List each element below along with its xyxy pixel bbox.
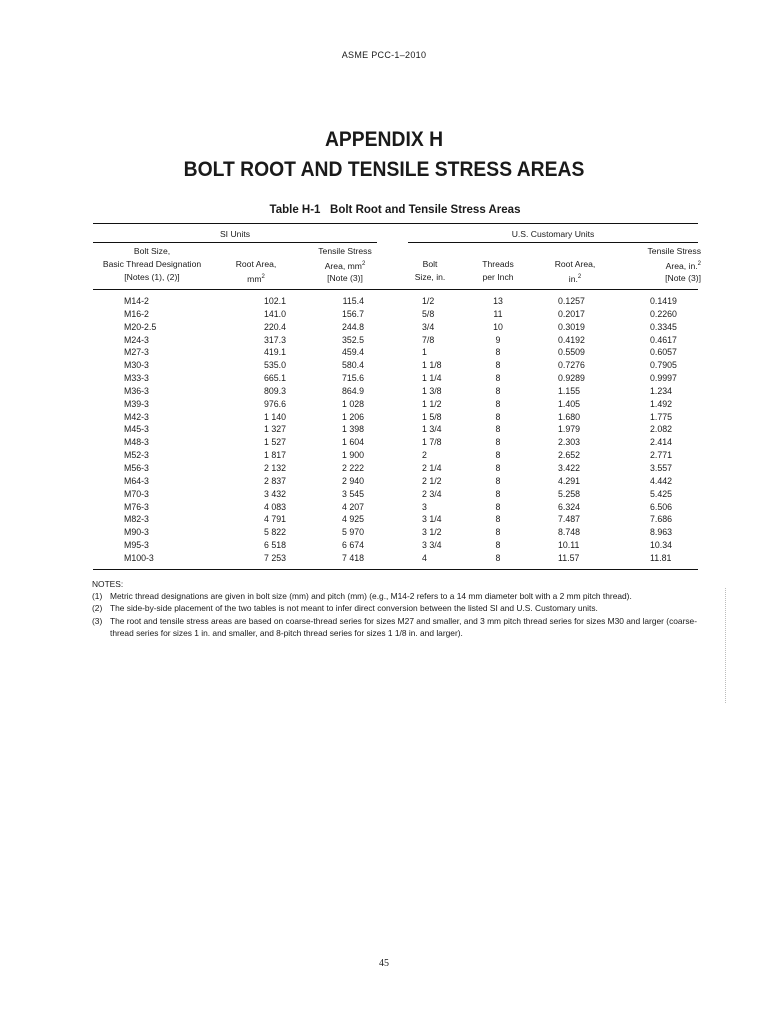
bolt-size-cell: M52-3 (124, 450, 149, 461)
col-bolt-size-line3: [Notes (1), (2)] (124, 271, 180, 282)
col-tensile-si-line1: Tensile Stress (318, 246, 372, 256)
root-area-us-cell: 7.487 (558, 514, 581, 525)
edge-marks (725, 588, 728, 703)
tensile-area-us-cell: 1.234 (650, 385, 673, 396)
tensile-area-us-cell: 0.3345 (650, 321, 677, 332)
bolt-size-in-cell: 1 3/4 (422, 424, 442, 435)
table-row (93, 295, 698, 308)
root-area-si-cell: 535.0 (263, 360, 286, 371)
tensile-area-si-cell: 864.9 (341, 385, 364, 396)
bolt-size-cell: M16-2 (124, 308, 149, 319)
col-root-area-us-line2 (545, 271, 605, 286)
table-row (93, 411, 698, 424)
bolt-size-cell: M24-3 (124, 334, 149, 345)
threads-per-inch-cell: 8 (495, 398, 501, 409)
threads-per-inch-cell: 8 (495, 527, 501, 538)
threads-per-inch-cell: 8 (495, 373, 501, 384)
group-header-row (93, 224, 698, 243)
root-area-si-cell: 665.1 (263, 373, 286, 384)
tensile-area-us-cell: 11.81 (650, 552, 672, 563)
bolt-size-in-cell: 2 1/4 (422, 462, 442, 473)
note-number: (3) (92, 615, 103, 626)
note-text: The root and tensile stress areas are based on coarse-thread series for sizes M27 and smaller, and 3 mm pitch thread series for sizes M30 and larger (coarse-thread series for sizes 1 in. and smaller, and 8-pitch thread series for sizes 1 1/8 in. and larger). (110, 615, 697, 638)
root-area-si-cell: 220.4 (263, 321, 286, 332)
col-tensile-us-line2 (621, 258, 701, 273)
bolt-size-cell: M20-2.5 (124, 321, 157, 332)
bolt-size-cell: M30-3 (124, 360, 149, 371)
bolt-size-in-cell: 4 (422, 552, 427, 563)
table-row (93, 539, 698, 552)
threads-per-inch-cell: 8 (495, 475, 501, 486)
tensile-area-us-cell: 10.34 (650, 540, 673, 551)
tensile-area-si-cell: 2 222 (341, 462, 364, 473)
bolt-size-cell: M56-3 (124, 462, 149, 473)
tensile-area-si-cell: 1 604 (341, 437, 364, 448)
note-text: Metric thread designations are given in bolt size (mm) and pitch (mm) (e.g., M14-2 refers to a 14 mm diameter bolt with a 2 mm pitch thread). (110, 591, 632, 602)
bolt-size-in-cell: 2 (422, 450, 427, 461)
note-item (92, 602, 700, 614)
threads-per-inch-cell: 8 (495, 540, 501, 551)
tensile-area-si-cell: 5 970 (341, 527, 364, 538)
root-area-si-cell: 976.6 (263, 398, 286, 409)
tensile-area-si-cell: 3 545 (341, 488, 364, 499)
root-area-us-cell: 1.155 (558, 385, 581, 396)
tensile-area-si-cell: 7 418 (341, 552, 364, 563)
sup-2: 2 (697, 260, 701, 267)
root-area-us-cell: 0.3019 (558, 321, 585, 332)
bolt-size-in-cell: 3 1/4 (422, 514, 442, 525)
bolt-size-in-cell: 1 3/8 (422, 385, 442, 396)
notes-label: NOTES: (92, 579, 124, 589)
table-row (93, 359, 698, 372)
table-row (93, 385, 698, 398)
root-area-si-cell: 809.3 (263, 385, 286, 396)
bolt-size-in-cell: 3 3/4 (422, 540, 442, 551)
tensile-area-si-cell: 1 206 (341, 411, 364, 422)
threads-per-inch-cell: 8 (495, 411, 501, 422)
root-area-us-cell: 6.324 (558, 501, 581, 512)
table-row (93, 423, 698, 436)
table-row (93, 513, 698, 526)
table-body (93, 290, 698, 569)
col-root-area-us-unit: in. (568, 273, 578, 284)
tensile-area-si-cell: 4 207 (341, 501, 364, 512)
table-row (93, 449, 698, 462)
bolt-size-cell: M76-3 (124, 501, 149, 512)
note-item (92, 590, 700, 602)
bolt-area-table (93, 223, 701, 570)
root-area-us-cell: 2.652 (558, 450, 581, 461)
bolt-size-in-cell: 5/8 (422, 308, 435, 319)
col-root-area-si-unit: mm (247, 273, 262, 284)
tensile-area-us-cell: 0.2260 (650, 308, 677, 319)
root-area-us-cell: 1.405 (558, 398, 581, 409)
col-bolt-in-line2: Size, in. (414, 271, 446, 282)
tensile-area-si-cell: 352.5 (341, 334, 364, 345)
sup-2: 2 (577, 273, 582, 280)
bolt-size-in-cell: 2 1/2 (422, 475, 442, 486)
col-root-area-us-line1: Root Area, (554, 259, 596, 269)
bolt-size-in-cell: 2 3/4 (422, 488, 442, 499)
root-area-si-cell: 2 132 (263, 462, 286, 473)
table-row (93, 334, 698, 347)
root-area-us-cell: 5.258 (558, 488, 581, 499)
root-area-us-cell: 0.2017 (558, 308, 585, 319)
col-root-area-si-line2 (221, 271, 291, 286)
root-area-si-cell: 419.1 (263, 347, 286, 358)
tensile-area-si-cell: 1 028 (341, 398, 364, 409)
col-tensile-us-line1: Tensile Stress (647, 246, 701, 256)
col-bolt-in-line1: Bolt (422, 259, 438, 269)
note-item (92, 615, 700, 639)
col-tensile-us-unit: Area, in. (665, 260, 698, 271)
root-area-si-cell: 3 432 (263, 488, 286, 499)
threads-per-inch-cell: 8 (495, 501, 501, 512)
col-bolt-size-in (405, 258, 455, 284)
bolt-size-cell: M45-3 (124, 424, 149, 435)
tensile-area-us-cell: 0.9997 (650, 373, 677, 384)
col-threads-line2: per Inch (482, 271, 514, 282)
appendix-heading: APPENDIX H (324, 128, 444, 151)
bolt-size-cell: M27-3 (124, 347, 149, 358)
bolt-size-cell: M70-3 (124, 488, 149, 499)
root-area-si-cell: 1 817 (263, 450, 286, 461)
bolt-size-cell: M64-3 (124, 475, 149, 486)
table-row (93, 501, 698, 514)
col-tensile-us (621, 245, 701, 285)
col-tensile-si (305, 245, 385, 285)
tensile-area-us-cell: 1.775 (650, 411, 673, 422)
root-area-si-cell: 7 253 (263, 552, 286, 563)
tensile-area-si-cell: 1 900 (341, 450, 364, 461)
root-area-us-cell: 2.303 (558, 437, 581, 448)
tensile-area-us-cell: 7.686 (650, 514, 673, 525)
col-bolt-size-line1: Bolt Size, (133, 246, 171, 256)
bolt-size-in-cell: 3 (422, 501, 427, 512)
tensile-area-us-cell: 1.492 (650, 398, 673, 409)
bolt-size-cell: M36-3 (124, 385, 149, 396)
root-area-si-cell: 5 822 (263, 527, 286, 538)
col-tensile-si-line2 (305, 258, 385, 273)
bolt-size-cell: M33-3 (124, 373, 149, 384)
table-caption: Table H-1 Bolt Root and Tensile Stress Areas (269, 204, 521, 216)
bolt-size-in-cell: 1 (422, 347, 427, 358)
root-area-us-cell: 0.5509 (558, 347, 585, 358)
root-area-us-cell: 10.11 (558, 540, 580, 551)
root-area-us-cell: 11.57 (558, 552, 580, 563)
bolt-size-cell: M95-3 (124, 540, 149, 551)
col-root-area-si-line1: Root Area, (235, 259, 277, 269)
tensile-area-us-cell: 8.963 (650, 527, 673, 538)
tensile-area-us-cell: 0.7905 (650, 360, 677, 371)
tensile-area-si-cell: 2 940 (341, 475, 364, 486)
note-text: The side-by-side placement of the two tables is not meant to infer direct conversion between the listed SI and U.S. Customary units. (110, 603, 598, 614)
bolt-size-in-cell: 3/4 (422, 321, 435, 332)
bolt-size-in-cell: 1/2 (422, 296, 435, 306)
root-area-si-cell: 4 791 (263, 514, 286, 525)
bolt-size-cell: M100-3 (124, 552, 154, 563)
table-row (93, 552, 698, 565)
table-row (93, 398, 698, 411)
threads-per-inch-cell: 8 (495, 360, 501, 371)
col-threads-line1: Threads (482, 259, 514, 269)
threads-per-inch-cell: 8 (495, 488, 501, 499)
bolt-size-cell: M82-3 (124, 514, 149, 525)
us-units-label: U.S. Customary Units (511, 229, 595, 239)
tensile-area-us-cell: 0.1419 (650, 296, 677, 306)
root-area-us-cell: 8.748 (558, 527, 581, 538)
root-area-si-cell: 1 140 (263, 411, 286, 422)
root-area-us-cell: 0.1257 (558, 296, 585, 306)
tensile-area-us-cell: 2.414 (650, 437, 673, 448)
bolt-size-in-cell: 1 1/8 (422, 360, 442, 371)
threads-per-inch-cell: 8 (495, 424, 501, 435)
root-area-us-cell: 3.422 (558, 462, 581, 473)
note-number: (1) (92, 591, 103, 602)
bolt-size-in-cell: 1 1/2 (422, 398, 442, 409)
col-root-area-si (221, 258, 291, 285)
root-area-us-cell: 1.680 (558, 411, 581, 422)
root-area-us-cell: 4.291 (558, 475, 581, 486)
bolt-size-in-cell: 7/8 (422, 334, 435, 345)
si-units-label: SI Units (219, 229, 251, 239)
tensile-area-si-cell: 4 925 (341, 514, 364, 525)
threads-per-inch-cell: 13 (493, 296, 503, 306)
sup-2: 2 (261, 273, 265, 280)
col-threads-per-inch (473, 258, 523, 284)
bolt-size-cell: M39-3 (124, 398, 149, 409)
root-area-si-cell: 1 327 (263, 424, 286, 435)
table-row (93, 436, 698, 449)
bolt-size-cell: M42-3 (124, 411, 149, 422)
tensile-area-us-cell: 2.771 (650, 450, 673, 461)
tensile-area-si-cell: 1 398 (341, 424, 364, 435)
tensile-area-si-cell: 156.7 (341, 308, 364, 319)
tensile-area-us-cell: 0.6057 (650, 347, 677, 358)
bolt-size-in-cell: 3 1/2 (422, 527, 442, 538)
tensile-area-si-cell: 115.4 (342, 296, 364, 306)
appendix-title (31, 125, 738, 185)
tensile-area-us-cell: 3.557 (650, 462, 673, 473)
sup-2: 2 (361, 260, 366, 267)
threads-per-inch-cell: 8 (495, 450, 501, 461)
root-area-us-cell: 1.979 (558, 424, 581, 435)
threads-per-inch-cell: 10 (493, 321, 503, 332)
tensile-area-si-cell: 459.4 (341, 347, 364, 358)
col-root-area-us (545, 258, 605, 285)
root-area-si-cell: 317.3 (263, 334, 286, 345)
page-header: ASME PCC-1–2010 (341, 50, 427, 60)
root-area-us-cell: 0.4192 (558, 334, 585, 345)
tensile-area-us-cell: 0.4617 (650, 334, 677, 345)
root-area-si-cell: 6 518 (263, 540, 286, 551)
appendix-subheading: BOLT ROOT AND TENSILE STRESS AREAS (183, 158, 585, 181)
tensile-area-si-cell: 244.8 (341, 321, 364, 332)
table-row (93, 475, 698, 488)
col-bolt-size (93, 245, 211, 283)
bolt-size-cell: M90-3 (124, 527, 149, 538)
col-tensile-si-line3: [Note (3)] (327, 273, 363, 284)
root-area-us-cell: 0.9289 (558, 373, 585, 384)
bolt-size-cell: M14-2 (124, 296, 149, 306)
table-row (93, 346, 698, 359)
col-bolt-size-line2: Basic Thread Designation (102, 258, 202, 269)
root-area-si-cell: 141.0 (263, 308, 286, 319)
threads-per-inch-cell: 9 (495, 334, 501, 345)
tensile-area-si-cell: 6 674 (341, 540, 364, 551)
table-row (93, 372, 698, 385)
tensile-area-us-cell: 5.425 (650, 488, 673, 499)
tensile-area-si-cell: 715.6 (341, 373, 364, 384)
threads-per-inch-cell: 8 (495, 437, 501, 448)
root-area-si-cell: 4 083 (263, 501, 286, 512)
tensile-area-us-cell: 6.506 (650, 501, 673, 512)
table-row (93, 526, 698, 539)
root-area-us-cell: 0.7276 (558, 360, 585, 371)
column-header-row (93, 243, 701, 290)
threads-per-inch-cell: 11 (493, 308, 503, 319)
bolt-size-cell: M48-3 (124, 437, 149, 448)
page-number: 45 (379, 958, 389, 969)
threads-per-inch-cell: 8 (495, 552, 501, 563)
bolt-size-in-cell: 1 5/8 (422, 411, 442, 422)
bolt-size-in-cell: 1 7/8 (422, 437, 442, 448)
threads-per-inch-cell: 8 (495, 385, 501, 396)
tensile-area-si-cell: 580.4 (341, 360, 364, 371)
root-area-si-cell: 102.1 (263, 296, 286, 306)
table-row (93, 321, 698, 334)
col-tensile-si-unit: Area, mm (324, 260, 362, 271)
table-row (93, 462, 698, 475)
tensile-area-us-cell: 2.082 (650, 424, 673, 435)
root-area-si-cell: 2 837 (263, 475, 286, 486)
bolt-size-in-cell: 1 1/4 (422, 373, 442, 384)
root-area-si-cell: 1 527 (263, 437, 286, 448)
table-row (93, 488, 698, 501)
threads-per-inch-cell: 8 (495, 514, 501, 525)
tensile-area-us-cell: 4.442 (650, 475, 673, 486)
notes-section (92, 578, 700, 639)
table-row (93, 308, 698, 321)
threads-per-inch-cell: 8 (495, 462, 501, 473)
col-tensile-us-line3: [Note (3)] (665, 273, 701, 284)
note-number: (2) (92, 603, 103, 614)
threads-per-inch-cell: 8 (495, 347, 501, 358)
